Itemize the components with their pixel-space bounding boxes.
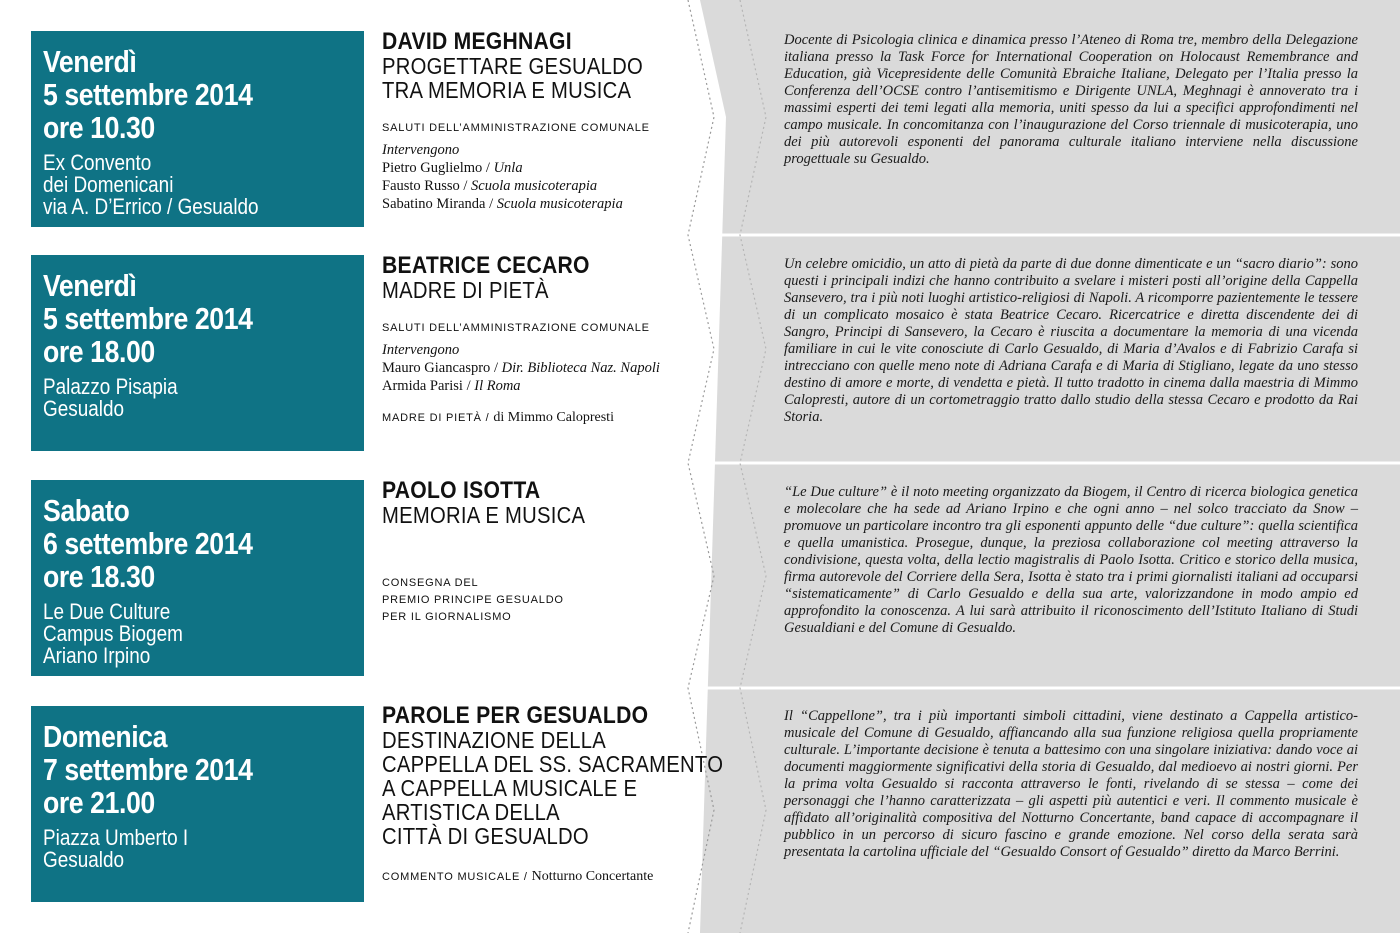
- speaker-name: PAROLE PER GESUALDO: [382, 702, 649, 729]
- participant: Mauro Giancaspro / Dir. Biblioteca Naz. Napoli: [382, 360, 660, 376]
- event-description: “Le Due culture” è il noto meeting organizzato da Biogem, il Centro di ricerca biologica genetica e molecolare che ha sede ad Ariano Irpino e che ogni anno – nel solco tracciato da Snow – promuove un particolare incontro tra gli esponenti appunto delle “due culture”: quella scientifica e quella umanistica. Prosegue, dunque, la preziosa collaborazione col meeting attraverso la condivisione, questa volta, della lectio magistralis di Paolo Isotta. Critico e storico della musica, firma autorevole del Corriere della Sera, Isotta è stato tra i primi giornalisti italiani ad occuparsi “sistematicamente” di Carlo Gesualdo e della sua arte, valorizzandone in modo ampio ed approfondito la conoscenza. A lui sarà attribuito il riconoscimento dell’Istituto Italiano di Studi Gesualdiani e del Comune di Gesualdo.: [784, 484, 1358, 636]
- event-program: [382, 30, 712, 213]
- event-day: Sabato: [43, 493, 130, 528]
- participant: Sabatino Miranda / Scuola musicoterapia: [382, 196, 623, 212]
- commentary-band: Notturno Concertante: [531, 869, 654, 884]
- location-line: Ex Convento: [43, 150, 152, 175]
- participant: Armida Parisi / Il Roma: [382, 378, 521, 394]
- award-note-line: PREMIO PRINCIPE GESUALDO: [382, 594, 564, 606]
- film-credit: MADRE DI PIETÀ / di Mimmo Calopresti: [382, 410, 614, 425]
- participant: Fausto Russo / Scuola musicoterapia: [382, 178, 598, 194]
- participants-list: [382, 341, 712, 395]
- location-line: Ariano Irpino: [43, 643, 151, 668]
- event-location: [43, 376, 309, 420]
- speaker-name: DAVID MEGHNAGI: [382, 28, 572, 55]
- event-title-line: DESTINAZIONE DELLA: [382, 727, 607, 753]
- event-description: Docente di Psicologia clinica e dinamica presso l’Ateneo di Roma tre, membro della Delegazione italiana presso la Task Force for International Cooperation on Holocaust Remembrance and Education, già Vicepresidente delle Comunità Ebraiche Italiane, Delegato per l’Italia presso la Conferenza dell’OCSE contro l’antisemitismo e Dirigente UNLA, Meghnagi è annoverato tra i massimi esperti dei temi legati alla memoria, uniti spesso da lui a specifici approfondimenti nel campo musicale. In concomitanza con l’inaugurazione del Corso triennale di musicoterapia, uno dei più autorevoli esponenti del panorama culturale italiano interviene nella discussione progettuale su Gesualdo.: [784, 32, 1358, 167]
- participant: Pietro Guglielmo / Unla: [382, 160, 523, 176]
- speaker-name: PAOLO ISOTTA: [382, 477, 541, 504]
- event-date-box: [31, 31, 364, 227]
- commentary-label: COMMENTO MUSICALE: [382, 871, 521, 883]
- event-date: 5 settembre 2014: [43, 301, 253, 336]
- award-note: [382, 575, 712, 626]
- award-note-line: CONSEGNA DEL: [382, 577, 479, 589]
- event-day: Venerdì: [43, 44, 137, 79]
- location-line: Gesualdo: [43, 396, 125, 421]
- location-line: dei Domenicani: [43, 172, 174, 197]
- intervengono-label: Intervengono: [382, 342, 460, 358]
- location-line: Campus Biogem: [43, 621, 183, 646]
- event-time: ore 18.00: [43, 334, 155, 369]
- event-title-line: PROGETTARE GESUALDO: [382, 53, 644, 79]
- event-title-line: TRA MEMORIA E MUSICA: [382, 77, 632, 103]
- participants-list: [382, 141, 712, 213]
- event-day: Venerdì: [43, 268, 137, 303]
- event-title-line: MADRE DI PIETÀ: [382, 277, 549, 303]
- location-line: Gesualdo: [43, 847, 125, 872]
- location-line: Piazza Umberto I: [43, 825, 189, 850]
- event-program: [382, 254, 712, 427]
- intervengono-label: Intervengono: [382, 142, 460, 158]
- event-description: Il “Cappellone”, tra i più importanti simboli cittadini, viene destinato a Cappella artistico-musicale del Comune di Gesualdo, affiancando alla sua funzione religiosa quella propriamente culturale. L’importante decisione è tenuta a battesimo con una singolare iniziativa: dando voce ai documenti maggiormente significativi della storia di Gesualdo, dal medioevo ai nostri giorni. Per la prima volta Gesualdo si racconta attraverso le fonti, rivelando di se stessa – come dei personaggi che l’hanno caratterizzata – gli aspetti più autentici e veri. Il commento musicale è affidato all’originalità compositiva del Notturno Concertante, band capace di accompagnare il pubblico in un percorso di sicuro fascino e grande emozione. Nel corso della serata sarà presentata la cartolina ufficiale del “Gesualdo Consort of Gesualdo” diretto da Marco Berrini.: [784, 708, 1358, 860]
- award-note-line: PER IL GIORNALISMO: [382, 611, 512, 623]
- event-location: [43, 152, 309, 218]
- event-program: [382, 479, 712, 626]
- film-title: MADRE DI PIETÀ: [382, 412, 482, 424]
- greetings-note: SALUTI DELL’AMMINISTRAZIONE COMUNALE: [382, 322, 650, 334]
- event-title-line: MEMORIA E MUSICA: [382, 502, 586, 528]
- event-title-line: ARTISTICA DELLA: [382, 799, 560, 825]
- event-title-line: A CAPPELLA MUSICALE E: [382, 775, 638, 801]
- event-title-line: CAPPELLA DEL SS. SACRAMENTO: [382, 751, 724, 777]
- location-line: via A. D’Errico / Gesualdo: [43, 194, 259, 219]
- event-date: 5 settembre 2014: [43, 77, 253, 112]
- speaker-name: BEATRICE CECARO: [382, 252, 590, 279]
- event-date: 7 settembre 2014: [43, 752, 253, 787]
- event-program: [382, 702, 724, 886]
- location-line: Le Due Culture: [43, 599, 171, 624]
- music-commentary: COMMENTO MUSICALE / Notturno Concertante: [382, 869, 654, 884]
- event-time: ore 21.00: [43, 785, 155, 820]
- event-date: 6 settembre 2014: [43, 526, 253, 561]
- location-line: Palazzo Pisapia: [43, 374, 178, 399]
- event-location: [43, 827, 309, 871]
- event-date-box: [31, 706, 364, 902]
- event-location: [43, 601, 309, 667]
- event-date-box: [31, 255, 364, 451]
- film-director: di Mimmo Calopresti: [493, 410, 614, 425]
- event-description: Un celebre omicidio, un atto di pietà da parte di due donne dimenticate e un “sacro diario”: sono questi i principali indizi che hanno contribuito a svelare i misteri posti all’origine della Cappella Sansevero, tra i più noti luoghi artistico-religiosi di Napoli. A ricomporre pazientemente le tessere di un complicato mosaico è stata Beatrice Cecaro. Ricercatrice e diretta discendente dei di Sangro, Principi di Sansevero, la Cecaro è riuscita a documentare la memoria di una vicenda familiare in cui le vite conosciute di Carlo Gesualdo, di Maria d’Avalos e di Fabrizio Carafa si intrecciano con quelle meno note di Adriana Carafa e di Maria di Stigliano, legate da uno stesso destino di amore e morte, di vendetta e pietà. Il tutto tradotto in cinema dalla maestria di Mimmo Calopresti, autore di un cortometraggio tratto dallo studio della stessa Cecaro e prodotto da Rai Storia.: [784, 256, 1358, 425]
- event-date-box: [31, 480, 364, 676]
- greetings-note: SALUTI DELL’AMMINISTRAZIONE COMUNALE: [382, 122, 650, 134]
- event-time: ore 10.30: [43, 110, 155, 145]
- event-time: ore 18.30: [43, 559, 155, 594]
- event-day: Domenica: [43, 719, 167, 754]
- event-title-line: CITTÀ DI GESUALDO: [382, 823, 589, 849]
